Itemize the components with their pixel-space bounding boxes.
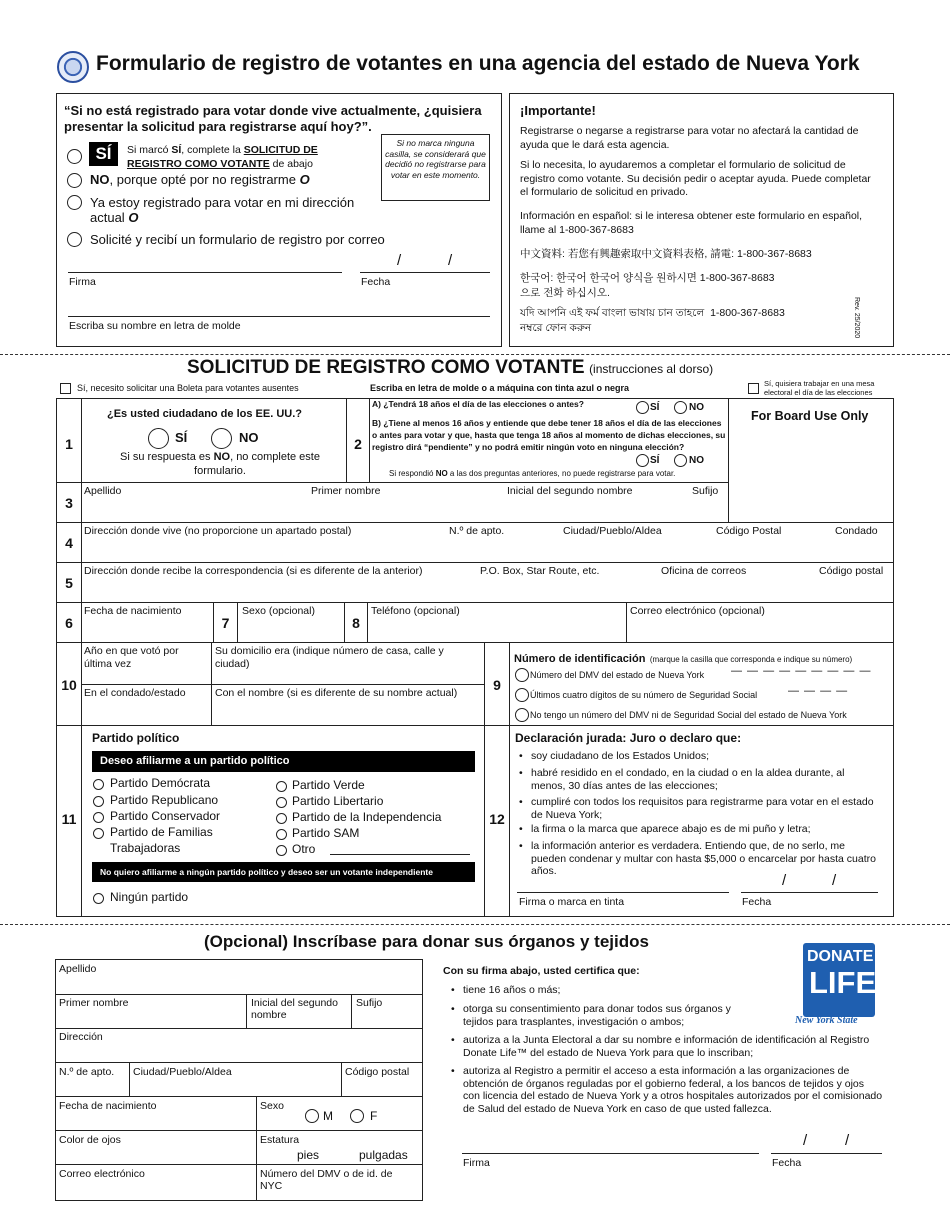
field-number-12: 12: [489, 811, 505, 827]
party-other-radio[interactable]: [276, 845, 287, 856]
field-divider: [81, 684, 484, 685]
agency-yes-text: Si marcó SÍ, complete la SOLICITUD DE REGISTRO COMO VOTANTE de abajo: [127, 144, 318, 170]
apt-label: N.º de apto.: [449, 525, 505, 537]
organ-inches-label: pulgadas: [359, 1148, 408, 1162]
party-democrat-radio[interactable]: [93, 779, 104, 790]
organ-address-label: Dirección: [59, 1031, 103, 1043]
organ-signature-label: Firma: [463, 1157, 490, 1169]
party-republican-radio[interactable]: [93, 796, 104, 807]
id-dmv-label: Número del DMV del estado de Nueva York: [530, 670, 705, 680]
page-title: Formulario de registro de votantes en una agencia del estado de Nueva York: [96, 52, 860, 75]
agency-date-line[interactable]: [360, 272, 490, 273]
citizen-question: ¿Es usted ciudadano de los EE. UU.?: [107, 408, 302, 420]
field-number-5: 5: [65, 575, 73, 591]
citizen-yes-radio[interactable]: [148, 428, 169, 449]
age-a-no-label: NO: [689, 402, 704, 413]
party-bar: Deseo afiliarme a un partido político: [92, 751, 475, 772]
no-party-label: Ningún partido: [110, 890, 189, 904]
row-divider: [56, 602, 894, 603]
zip-label: Código Postal: [716, 525, 782, 537]
suffix-label: Sufijo: [692, 485, 719, 497]
organ-sex-m-label: M: [323, 1109, 333, 1123]
field-divider: [341, 1062, 342, 1096]
declaration-date-line[interactable]: [741, 892, 878, 893]
organ-height-label: Estatura: [260, 1134, 300, 1146]
declaration-date-slash: /: [832, 872, 837, 889]
field-divider: [369, 398, 370, 482]
row-divider: [55, 1028, 423, 1029]
declaration-item: • soy ciudadano de los Estados Unidos;: [531, 750, 881, 763]
mail-address-input[interactable]: [82, 578, 892, 600]
certify-item: • autoriza a la Junta Electoral a dar su nombre e información de identificación al Registro Donate Life™ del estado de Nueva York para que lo inscriban;: [463, 1034, 883, 1059]
field-divider: [367, 602, 368, 642]
age-a-yes-label: SÍ: [650, 402, 660, 413]
row-divider: [55, 994, 423, 995]
field-number-8: 8: [352, 615, 360, 631]
agency-signature-label: Firma: [69, 276, 96, 288]
declaration-item: • la información anterior es verdadera. Entiendo que, de no serlo, me pueden condenar y multar con hasta $5,000 o encarcelar por hasta cuatro años.: [531, 840, 881, 878]
absentee-checkbox[interactable]: [60, 383, 71, 394]
certify-title: Con su firma abajo, usted certifica que:: [443, 965, 640, 977]
state-seal-icon: [57, 51, 89, 83]
last-voted-year-label: Año en que votó por última vez: [84, 645, 179, 670]
organ-first-name-label: Primer nombre: [59, 997, 129, 1009]
organ-sex-f-label: F: [370, 1109, 378, 1123]
field-number-6: 6: [65, 615, 73, 631]
application-title: SOLICITUD DE REGISTRO COMO VOTANTE (instrucciones al dorso): [187, 357, 714, 378]
age-a-no-radio[interactable]: [674, 401, 687, 414]
party-working-families-radio[interactable]: [93, 828, 104, 839]
birthdate-label: Fecha de nacimiento: [84, 605, 182, 617]
no-party-bar: No quiero afiliarme a ningún partido político y deseo ser un votante independiente: [92, 862, 475, 882]
agency-mail-label: Solicité y recibí un formulario de registro por correo: [90, 232, 385, 247]
party-green-label: Partido Verde: [292, 778, 365, 792]
cut-line: [0, 924, 950, 925]
agency-registered-label: Ya estoy registrado para votar en mi dirección actual O: [90, 195, 355, 225]
name-input[interactable]: [82, 498, 727, 520]
sex-label: Sexo (opcional): [242, 605, 315, 617]
party-green-radio[interactable]: [276, 781, 287, 792]
agency-date-label: Fecha: [361, 276, 391, 288]
absentee-label: Sí, necesito solicitar una Boleta para votantes ausentes: [77, 383, 299, 393]
important-title: ¡Importante!: [520, 103, 596, 118]
row-divider: [56, 642, 894, 643]
pollworker-checkbox[interactable]: [748, 383, 759, 394]
phone-label: Teléfono (opcional): [371, 605, 460, 617]
party-independence-label: Partido de la Independencia: [292, 810, 442, 824]
organ-city-label: Ciudad/Pueblo/Aldea: [133, 1066, 232, 1078]
party-libertarian-label: Partido Libertario: [292, 794, 384, 808]
donate-life-logo: [795, 943, 880, 1026]
age-b-yes-radio[interactable]: [636, 454, 649, 467]
declaration-title: Declaración jurada: Juro o declaro que:: [515, 731, 742, 745]
party-title: Partido político: [92, 731, 180, 745]
last-name-label: Apellido: [84, 485, 122, 497]
organ-last-name-label: Apellido: [59, 963, 97, 975]
home-address-label: Dirección donde vive (no proporcione un apartado postal): [84, 525, 352, 537]
organ-dmv-label: Número del DMV o de id. de NYC: [260, 1168, 393, 1192]
organ-date-slash: /: [803, 1132, 808, 1149]
party-working-families-label-cont: Trabajadoras: [110, 841, 181, 855]
declaration-date-label: Fecha: [742, 896, 772, 908]
id-title: Número de identificación (marque la casilla que corresponda e indique su número): [514, 653, 853, 665]
field-number-11: 11: [61, 811, 77, 827]
id-none-label: No tengo un número del DMV ni de Seguridad Social del estado de Nueva York: [530, 710, 847, 720]
organ-date-line[interactable]: [771, 1153, 882, 1154]
id-dmv-boxes[interactable]: — — — — — — — — —: [731, 665, 872, 677]
organ-zip-label: Código postal: [345, 1066, 410, 1078]
email-label: Correo electrónico (opcional): [630, 605, 765, 617]
id-ssn-label: Últimos cuatro dígitos de su número de Seguridad Social: [530, 690, 758, 700]
age-b-yes-label: SÍ: [650, 455, 660, 466]
important-chinese: 中文資料: 若您有興趣索取中文資料表格, 請電: 1-800-367-8683: [520, 248, 812, 260]
field-number-10: 10: [61, 677, 77, 693]
party-libertarian-radio[interactable]: [276, 797, 287, 808]
organ-title: (Opcional) Inscríbase para donar sus órganos y tejidos: [204, 932, 649, 951]
party-democrat-label: Partido Demócrata: [110, 776, 211, 790]
field-number-9: 9: [493, 677, 501, 693]
mail-address-label: Dirección donde recibe la correspondencia (si es diferente de la anterior): [84, 565, 423, 577]
age-a-yes-radio[interactable]: [636, 401, 649, 414]
citizen-no-radio[interactable]: [211, 428, 232, 449]
certify-item: • tiene 16 años o más;: [463, 984, 793, 997]
board-divider: [728, 398, 729, 522]
logo-life: LIFE: [809, 965, 877, 1000]
agency-yes-radio[interactable]: [67, 149, 82, 164]
party-conservative-radio[interactable]: [93, 812, 104, 823]
organ-sex-f-radio[interactable]: [350, 1109, 364, 1123]
row-divider: [56, 522, 894, 523]
id-dmv-radio[interactable]: [515, 668, 529, 682]
logo-state: New York State: [795, 1015, 858, 1026]
board-use-only: For Board Use Only: [751, 409, 869, 423]
age-note: Si respondió NO a las dos preguntas anteriores, no puede registrarse para votar.: [389, 469, 676, 478]
organ-birthdate-label: Fecha de nacimiento: [59, 1100, 157, 1112]
logo-donate: DONATE: [807, 948, 874, 965]
field-divider: [509, 642, 510, 917]
id-ssn-radio[interactable]: [515, 688, 529, 702]
agency-date-slash: /: [448, 252, 453, 269]
organ-email-label: Correo electrónico: [59, 1168, 145, 1180]
citizen-note: Si su respuesta es NO, no complete este formulario.: [120, 451, 320, 477]
party-republican-label: Partido Republicano: [110, 793, 219, 807]
field-number-7: 7: [221, 615, 230, 631]
organ-middle-label: Inicial del segundo nombre: [251, 997, 338, 1021]
declaration-item: • habré residido en el condado, en la ciudad o en la aldea durante, al menos, 30 días antes de las elecciones;: [531, 767, 881, 792]
middle-initial-label: Inicial del segundo nombre: [507, 485, 633, 497]
agency-name-line[interactable]: [68, 316, 490, 317]
important-p1: Registrarse o negarse a registrarse para votar no afectará la cantidad de ayuda que le dará esta agencia.: [520, 125, 859, 151]
declaration-date-slash: /: [782, 872, 787, 889]
pollworker-label: Sí, quisiera trabajar en una mesa electoral el día de las elecciones: [764, 379, 875, 397]
id-none-radio[interactable]: [515, 708, 529, 722]
party-sam-radio[interactable]: [276, 829, 287, 840]
party-sam-label: Partido SAM: [292, 826, 360, 840]
organ-date-label: Fecha: [772, 1157, 802, 1169]
party-working-families-label: Partido de Familias: [110, 825, 213, 839]
organ-feet-label: pies: [297, 1148, 320, 1162]
row-divider: [56, 725, 894, 726]
id-ssn-boxes[interactable]: — — — —: [788, 685, 849, 697]
mail-zip-label: Código postal: [819, 565, 884, 577]
field-divider: [626, 602, 627, 642]
agency-question: “Si no está registrado para votar donde vive actualmente, ¿quisiera presentar la solicitud para registrarse aquí hoy?”.: [64, 103, 482, 134]
agency-registered-radio[interactable]: [67, 195, 82, 210]
party-other-label: Otro: [292, 842, 316, 856]
organ-eye-color-label: Color de ojos: [59, 1134, 121, 1146]
post-office-label: Oficina de correos: [661, 565, 747, 577]
county-label: Condado: [835, 525, 878, 537]
field-number-3: 3: [65, 495, 73, 511]
agency-note: Si no marca ninguna casilla, se considerará que decidió no registrarse para votar en este momento.: [381, 134, 490, 201]
organ-sex-m-radio[interactable]: [305, 1109, 319, 1123]
agency-no-radio[interactable]: [67, 173, 82, 188]
row-divider: [55, 1062, 423, 1063]
field-divider: [256, 1096, 257, 1201]
agency-name-label: Escriba su nombre en letra de molde: [69, 320, 241, 332]
first-name-label: Primer nombre: [311, 485, 381, 497]
organ-apt-label: N.º de apto.: [59, 1066, 115, 1078]
certify-item: • autoriza al Registro a permitir el acceso a esta información a las organizaciones de obtención de órganos reguladas por el gobierno federal, a los bancos de tejidos y ojos con licencia del estado de Nueva York y a otros hospitales autorizados por el comisionado de Salud del estado de Nueva York en caso de que usted fallezca.: [463, 1065, 883, 1115]
previous-name-label: Con el nombre (si es diferente de su nombre actual): [215, 687, 458, 699]
agency-date-slash: /: [397, 252, 402, 269]
no-party-radio[interactable]: [93, 893, 104, 904]
citizen-yes-label: SÍ: [175, 430, 188, 445]
row-divider: [56, 562, 894, 563]
city-label: Ciudad/Pueblo/Aldea: [563, 525, 662, 537]
revision-code: Rev. 25/2020: [853, 297, 860, 339]
age-b-no-radio[interactable]: [674, 454, 687, 467]
row-divider: [55, 1096, 423, 1097]
row-divider: [55, 1130, 423, 1131]
field-divider: [351, 994, 352, 1028]
row-divider: [55, 1164, 423, 1165]
number-column-divider: [81, 398, 82, 917]
previous-address-label: Su domicilio era (indique número de casa, calle y ciudad): [215, 645, 444, 670]
certify-item: • otorga su consentimiento para donar todos sus órganos y tejidos para trasplantes, investigación o ambos;: [463, 1003, 743, 1028]
organ-signature-line[interactable]: [462, 1153, 759, 1154]
ink-instruction: Escriba en letra de molde o a máquina con tinta azul o negra: [370, 383, 630, 393]
field-divider: [246, 994, 247, 1028]
row-divider: [56, 482, 728, 483]
field-number-4: 4: [65, 535, 73, 551]
citizen-no-label: NO: [239, 430, 259, 445]
age-question-b: B) ¿Tiene al menos 16 años y entiende que debe tener 18 años el día de las elecciones o antes para votar y que, hasta que tenga 18 años al momento de dichas elecciones, su registro dirá “pendiente” y no podrá emitir ningún voto en ninguna elección?: [372, 418, 726, 452]
agency-yes-badge: SÍ: [89, 142, 118, 166]
party-independence-radio[interactable]: [276, 813, 287, 824]
field-divider: [129, 1062, 130, 1096]
field-number-2: 2: [354, 436, 362, 452]
agency-signature-line[interactable]: [68, 272, 342, 273]
important-p3: Información en español: si le interesa obtener este formulario en español, llame al 1-800-367-8683: [520, 210, 863, 236]
declaration-signature-line[interactable]: [517, 892, 729, 893]
declaration-item: • la firma o la marca que aparece abajo es de mi puño y letra;: [531, 823, 881, 836]
field-divider: [237, 602, 238, 642]
important-bengali: যদি আপনি এই ফর্ম বাংলা ভাষায় চান তাহলে 1-800-367-8683 নম্বরে ফোন করুন: [520, 307, 785, 334]
party-conservative-label: Partido Conservador: [110, 809, 221, 823]
previous-county-label: En el condado/estado: [84, 687, 186, 699]
po-box-label: P.O. Box, Star Route, etc.: [480, 565, 600, 577]
organ-sex-label: Sexo: [260, 1100, 284, 1112]
agency-no-label: NO, porque opté por no registrarme O: [90, 172, 310, 187]
age-question-a: A) ¿Tendrá 18 años el día de las elecciones o antes?: [372, 399, 584, 409]
organ-date-slash: /: [845, 1132, 850, 1149]
home-address-input[interactable]: [82, 538, 892, 560]
important-p2: Si lo necesita, lo ayudaremos a completar el formulario de solicitud de registro como votante. Su decisión pedir o aceptar ayuda. Puede completar el formulario de solicitud en privado.: [520, 159, 871, 198]
declaration-signature-label: Firma o marca en tinta: [519, 896, 625, 908]
declaration-item: • cumpliré con todos los requisitos para registrarme para votar en el estado de Nueva York;: [531, 796, 881, 821]
important-korean: 한국어: 한국어 한국어 양식을 원하시면 1-800-367-8683 으로 전화 하십시오.: [520, 272, 775, 299]
field-number-1: 1: [65, 436, 73, 452]
age-b-no-label: NO: [689, 455, 704, 466]
organ-suffix-label: Sufijo: [356, 997, 383, 1009]
agency-mail-radio[interactable]: [67, 232, 82, 247]
party-other-input[interactable]: [330, 854, 470, 855]
cut-line: [0, 354, 950, 355]
